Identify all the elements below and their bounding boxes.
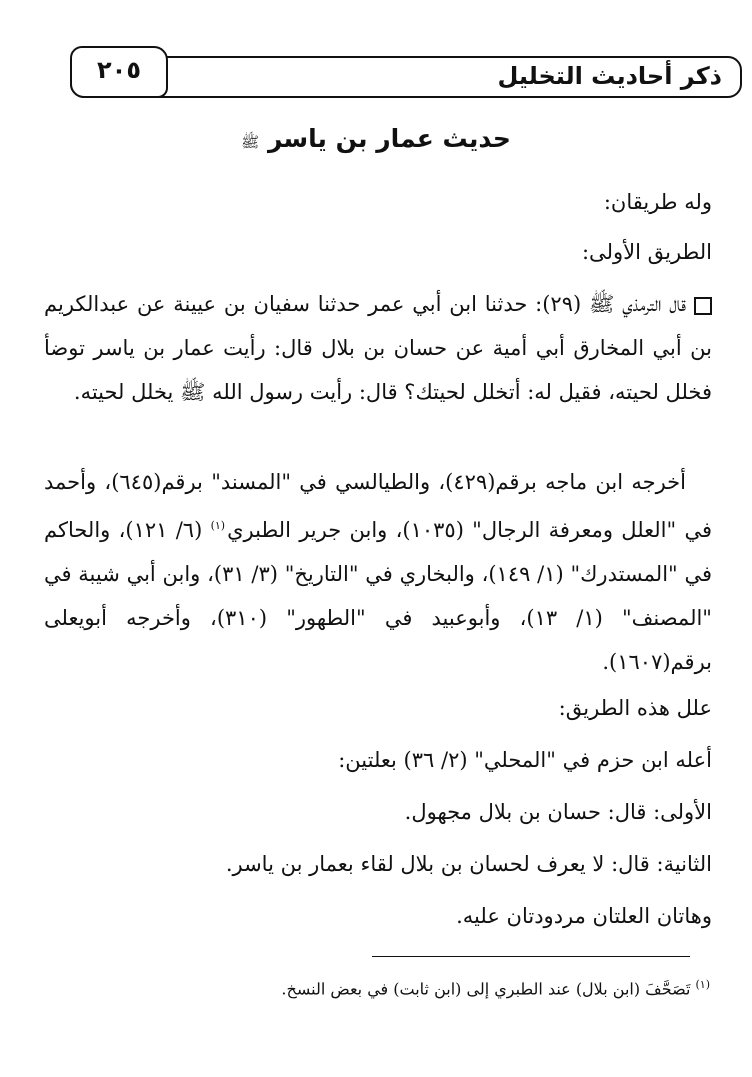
first-defect: الأولى: قال: حسان بن بلال مجهول. bbox=[404, 800, 712, 824]
page-number-box bbox=[70, 46, 168, 98]
footnote-divider bbox=[372, 956, 690, 957]
chapter-title-text: حديث عمار بن ياسر bbox=[268, 124, 511, 153]
hadith-text: قال الترمذي ﷺ (٢٩): حدثنا ابن أبي عمر حدثنا سفيان بن عيينة عن عبدالكريم بن أبي المخارق أبي أمية عن حسان بن بلال قال: رأيت عمار بن ياسر توضأ فخلل لحيته، فقيل له: أتخلل لحيتك؟ قال: رأيت رسول الله ﷺ يخلل لحيته. bbox=[44, 292, 712, 404]
takhrij-text-2: (٦/ ١٢١)، والحاكم في "المستدرك" (١/ ١٤٩)، والبخاري في "التاريخ" (٣/ ٣١)، وابن أبي شيبة في "المصنف" (١/ ١٣)، وأبوعبيد في "الطهور" (٣١٠)، وأخرجه أبويعلى برقم(١٦٠٧). bbox=[44, 518, 712, 674]
page-number: ٢٠٥ bbox=[97, 56, 141, 84]
footnote-mark: (١) bbox=[695, 978, 710, 991]
footnote-reference: (١) bbox=[210, 519, 226, 532]
first-path-heading: الطريق الأولى: bbox=[581, 240, 712, 264]
honorific-glyph: ﷺ bbox=[241, 133, 260, 151]
intro-line: وله طريقان: bbox=[603, 190, 712, 214]
footnote-text: تَصَحَّفَ (ابن بلال) عند الطبري إلى (ابن ثابت) في بعض النسخ. bbox=[281, 979, 691, 999]
takhrij-text-1: أخرجه ابن ماجه برقم(٤٢٩)، والطيالسي في "المسند" برقم(٦٤٥)، وأحمد في "العلل ومعرفة الرجال" (١٠٣٥)، وابن جرير الطبري bbox=[44, 470, 713, 542]
page-header bbox=[70, 56, 742, 98]
chapter-title bbox=[0, 124, 752, 155]
illal-intro: أعله ابن حزم في "المحلي" (٢/ ٣٦) بعلتين: bbox=[338, 748, 712, 772]
running-title: ذكر أحاديث التخليل bbox=[497, 62, 722, 90]
rebuttal-line: وهاتان العلتان مردودتان عليه. bbox=[456, 904, 712, 928]
square-bullet-icon bbox=[694, 297, 712, 315]
second-defect: الثانية: قال: لا يعرف لحسان بن بلال لقاء بعمار بن ياسر. bbox=[225, 852, 712, 876]
takhrij-paragraph bbox=[44, 460, 712, 684]
hadith-paragraph bbox=[44, 282, 712, 414]
illal-heading: علل هذه الطريق: bbox=[558, 696, 712, 720]
footnote bbox=[44, 972, 712, 1002]
